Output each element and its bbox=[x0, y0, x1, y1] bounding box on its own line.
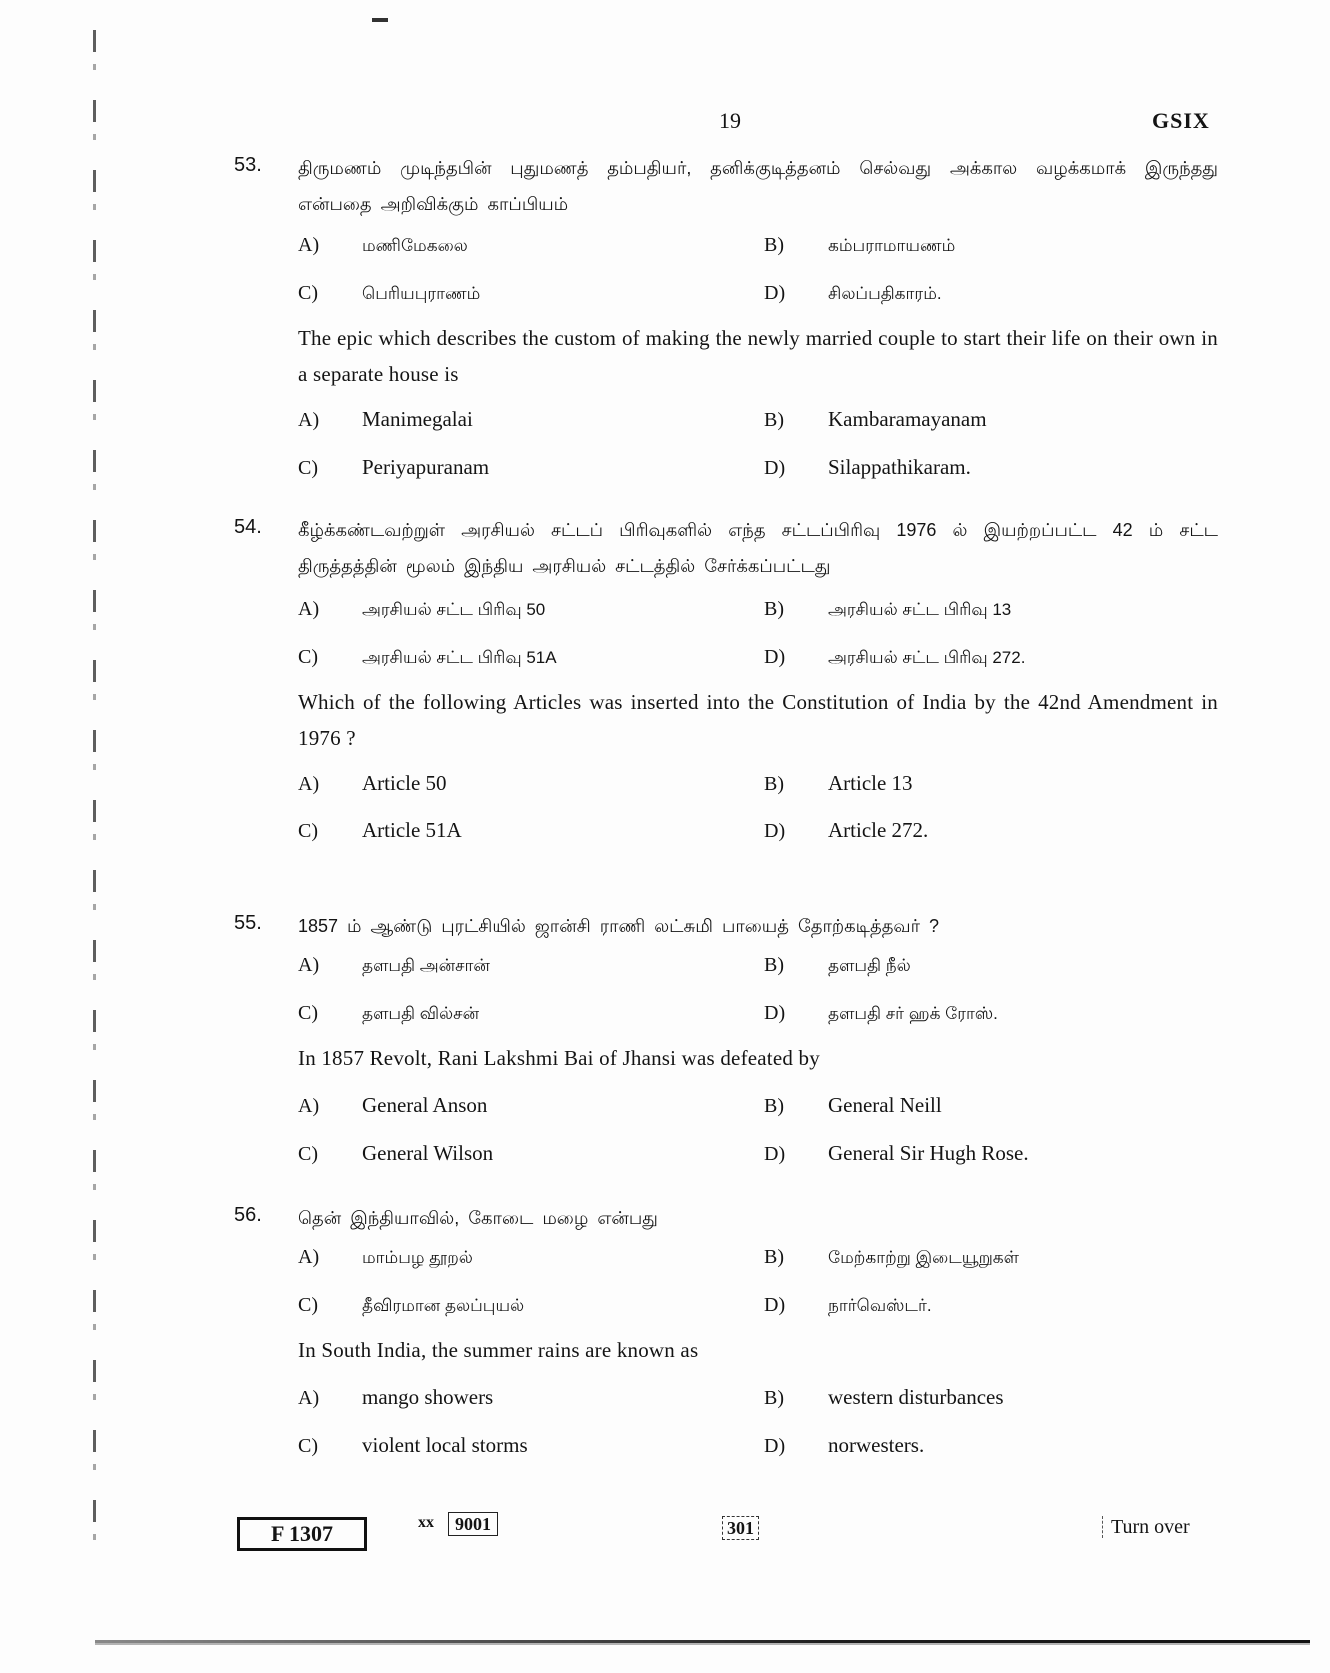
option-d-tamil bbox=[764, 998, 998, 1028]
option-value: தீவிரமான தலப்புயல் bbox=[362, 1296, 525, 1315]
option-letter: D) bbox=[764, 646, 786, 668]
option-value: கம்பராமாயணம் bbox=[828, 236, 956, 255]
option-value: அரசியல் சட்ட பிரிவு 50 bbox=[362, 600, 546, 619]
option-a-english bbox=[298, 404, 473, 434]
option-letter: C) bbox=[298, 646, 318, 668]
option-d-tamil bbox=[764, 278, 942, 308]
option-c-english bbox=[298, 1138, 493, 1168]
option-letter: A) bbox=[298, 1246, 320, 1268]
option-value: தளபதி சர் ஹக் ரோஸ். bbox=[828, 1004, 998, 1023]
option-letter: B) bbox=[764, 409, 784, 431]
option-value: General Neill bbox=[828, 1093, 942, 1117]
option-letter: A) bbox=[298, 1095, 320, 1117]
question-number: 55. bbox=[234, 912, 262, 934]
option-letter: C) bbox=[298, 1002, 318, 1024]
option-a-tamil bbox=[298, 950, 490, 980]
option-a-tamil bbox=[298, 594, 545, 624]
option-b-tamil bbox=[764, 950, 911, 980]
question-text-english: The epic which describes the custom of making the newly married couple to start their life on their own in a separate house is bbox=[298, 326, 1218, 386]
option-letter: B) bbox=[764, 1387, 784, 1409]
option-d-english bbox=[764, 452, 971, 482]
set-prefix: xx bbox=[418, 1514, 434, 1531]
option-value: norwesters. bbox=[828, 1433, 925, 1457]
option-letter: C) bbox=[298, 1294, 318, 1316]
option-letter: B) bbox=[764, 234, 784, 256]
option-d-english bbox=[764, 1138, 1029, 1168]
option-value: அரசியல் சட்ட பிரிவு 51A bbox=[362, 648, 557, 667]
option-letter: C) bbox=[298, 820, 318, 842]
option-b-english bbox=[764, 404, 987, 434]
option-d-english bbox=[764, 1430, 924, 1460]
option-letter: D) bbox=[764, 1294, 786, 1316]
option-letter: B) bbox=[764, 1246, 784, 1268]
turn-over-label: Turn over bbox=[1102, 1516, 1190, 1538]
option-letter: D) bbox=[764, 820, 786, 842]
option-value: General Wilson bbox=[362, 1141, 494, 1165]
option-letter: A) bbox=[298, 954, 320, 976]
option-letter: A) bbox=[298, 1387, 320, 1409]
option-value: மணிமேகலை bbox=[362, 236, 468, 255]
question-number: 56. bbox=[234, 1204, 262, 1226]
option-letter: D) bbox=[764, 1143, 786, 1165]
option-b-english bbox=[764, 768, 913, 798]
paper-code-box: F 1307 bbox=[237, 1517, 367, 1551]
option-letter: D) bbox=[764, 457, 786, 479]
option-letter: D) bbox=[764, 282, 786, 304]
option-letter: B) bbox=[764, 773, 784, 795]
option-letter: A) bbox=[298, 598, 320, 620]
option-letter: B) bbox=[764, 954, 784, 976]
option-value: தளபதி அன்சான் bbox=[362, 956, 490, 975]
option-c-tamil bbox=[298, 998, 479, 1028]
option-value: Article 272. bbox=[828, 818, 929, 842]
scan-edge-bottom bbox=[95, 1640, 1310, 1643]
option-letter: A) bbox=[298, 409, 320, 431]
option-c-english bbox=[298, 452, 489, 482]
page-number: 19 bbox=[719, 108, 741, 133]
option-value: தளபதி நீல் bbox=[828, 956, 911, 975]
question-text-tamil: திருமணம் முடிந்தபின் புதுமணத் தம்பதியர், தனிக்குடித்தனம் செல்வது அக்கால வழக்கமாக் இருந்தது என்பதை அறிவிக்கும் காப்பியம் bbox=[298, 158, 1218, 214]
option-letter: C) bbox=[298, 1435, 318, 1457]
option-value: General Anson bbox=[362, 1093, 488, 1117]
question-text-english: In 1857 Revolt, Rani Lakshmi Bai of Jhansi was defeated by bbox=[298, 1046, 820, 1070]
option-c-english bbox=[298, 1430, 528, 1460]
option-b-english bbox=[764, 1090, 942, 1120]
option-letter: C) bbox=[298, 457, 318, 479]
option-value: western disturbances bbox=[828, 1385, 1004, 1409]
option-letter: D) bbox=[764, 1002, 786, 1024]
option-value: violent local storms bbox=[362, 1433, 528, 1457]
option-value: mango showers bbox=[362, 1385, 494, 1409]
option-value: Periyapuranam bbox=[362, 455, 490, 479]
option-letter: D) bbox=[764, 1435, 786, 1457]
option-letter: B) bbox=[764, 1095, 784, 1117]
option-value: Silappathikaram. bbox=[828, 455, 971, 479]
question-number: 54. bbox=[234, 516, 262, 538]
option-value: Article 13 bbox=[828, 771, 913, 795]
series-code: GSIX bbox=[1152, 108, 1210, 133]
option-value: பெரியபுராணம் bbox=[362, 284, 481, 303]
option-a-english bbox=[298, 768, 447, 798]
option-value: தளபதி வில்சன் bbox=[362, 1004, 480, 1023]
option-letter: A) bbox=[298, 773, 320, 795]
option-value: Article 51A bbox=[362, 818, 462, 842]
option-d-english bbox=[764, 815, 928, 845]
option-letter: C) bbox=[298, 282, 318, 304]
option-c-tamil bbox=[298, 278, 480, 308]
scan-edge-left bbox=[93, 30, 96, 1550]
option-a-english bbox=[298, 1382, 493, 1412]
option-value: Manimegalai bbox=[362, 407, 473, 431]
option-b-tamil bbox=[764, 594, 1011, 624]
option-value: அரசியல் சட்ட பிரிவு 272. bbox=[828, 648, 1026, 667]
scan-mark bbox=[372, 18, 388, 22]
option-a-tamil bbox=[298, 1242, 473, 1272]
option-a-english bbox=[298, 1090, 487, 1120]
option-c-english bbox=[298, 815, 462, 845]
option-value: Article 50 bbox=[362, 771, 447, 795]
option-value: Kambaramayanam bbox=[828, 407, 987, 431]
question-text-tamil: கீழ்க்கண்டவற்றுள் அரசியல் சட்டப் பிரிவுகளில் எந்த சட்டப்பிரிவு 1976 ல் இயற்றப்பட்ட 42 ம் சட்ட திருத்தத்தின் மூலம் இந்திய அரசியல் சட்டத்தில் சேர்க்கப்பட்டது bbox=[298, 520, 1218, 576]
question-text-english: Which of the following Articles was inserted into the Constitution of India by the 42nd Amendment in 1976 ? bbox=[298, 690, 1218, 750]
option-d-tamil bbox=[764, 642, 1025, 672]
option-value: மேற்காற்று இடையூறுகள் bbox=[828, 1248, 1020, 1267]
option-b-english bbox=[764, 1382, 1004, 1412]
question-text-tamil: தென் இந்தியாவில், கோடை மழை என்பது bbox=[298, 1208, 658, 1228]
option-value: சிலப்பதிகாரம். bbox=[828, 284, 942, 303]
option-a-tamil bbox=[298, 230, 468, 260]
option-d-tamil bbox=[764, 1290, 932, 1320]
question-text-english: In South India, the summer rains are known as bbox=[298, 1338, 699, 1362]
option-value: General Sir Hugh Rose. bbox=[828, 1141, 1029, 1165]
option-b-tamil bbox=[764, 1242, 1019, 1272]
question-number: 53. bbox=[234, 154, 262, 176]
option-value: அரசியல் சட்ட பிரிவு 13 bbox=[828, 600, 1012, 619]
option-b-tamil bbox=[764, 230, 955, 260]
option-c-tamil bbox=[298, 642, 557, 672]
option-c-tamil bbox=[298, 1290, 524, 1320]
option-letter: B) bbox=[764, 598, 784, 620]
option-letter: C) bbox=[298, 1143, 318, 1165]
booklet-number-box: 301 bbox=[722, 1516, 759, 1540]
question-text-tamil: 1857 ம் ஆண்டு புரட்சியில் ஜான்சி ராணி லட்சுமி பாயைத் தோற்கடித்தவர் ? bbox=[298, 916, 940, 936]
set-number-box: 9001 bbox=[448, 1512, 498, 1536]
option-letter: A) bbox=[298, 234, 320, 256]
option-value: மாம்பழ தூறல் bbox=[362, 1248, 473, 1267]
option-value: நார்வெஸ்டர். bbox=[828, 1296, 932, 1315]
